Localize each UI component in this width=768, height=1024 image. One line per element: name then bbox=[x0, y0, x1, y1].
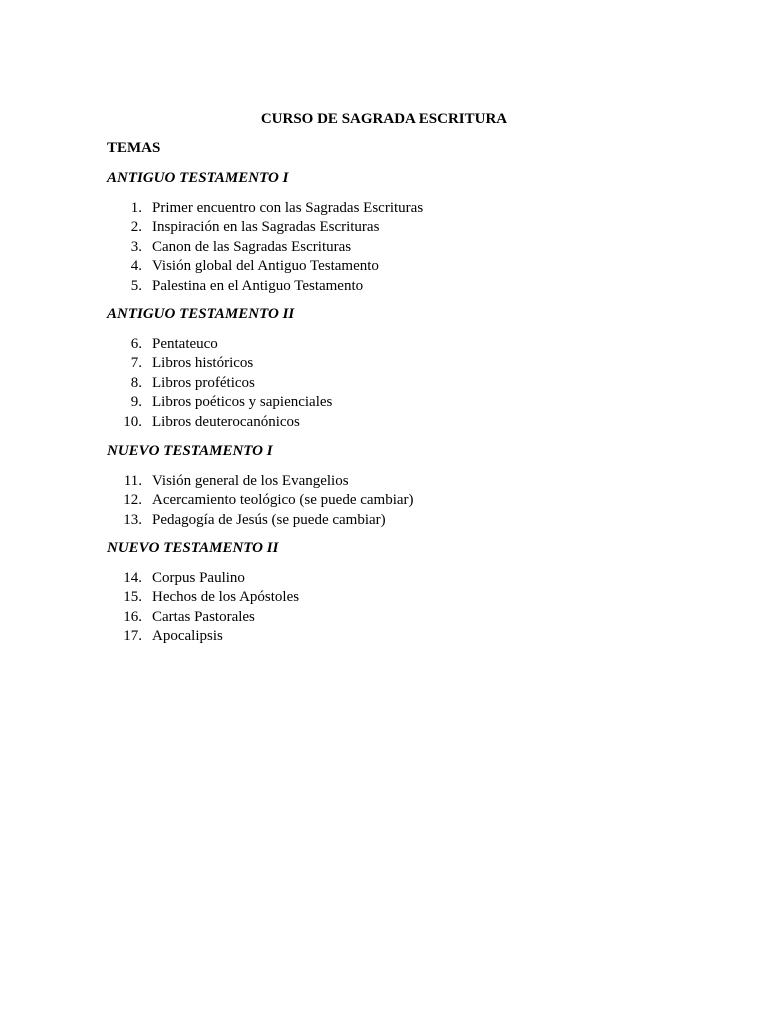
list-item bbox=[107, 588, 300, 607]
section-heading: NUEVO TESTAMENTO I bbox=[107, 443, 273, 459]
item-number: 14. bbox=[123, 570, 142, 586]
item-number: 7. bbox=[130, 355, 142, 372]
item-text: Inspiración en las Sagradas Escrituras bbox=[152, 219, 380, 236]
topic-list bbox=[107, 199, 424, 296]
list-item bbox=[107, 569, 278, 588]
list-item bbox=[107, 199, 424, 218]
item-text: Hechos de los Apóstoles bbox=[152, 589, 300, 606]
document-subtitle: TEMAS bbox=[107, 140, 161, 156]
section-nuevo-testamento-2 bbox=[107, 539, 300, 647]
list-item bbox=[107, 354, 294, 373]
item-text: Corpus Paulino bbox=[152, 570, 245, 586]
item-number: 13. bbox=[123, 511, 142, 528]
section-heading: NUEVO TESTAMENTO II bbox=[107, 540, 279, 556]
item-number: 4. bbox=[130, 258, 142, 275]
list-item bbox=[107, 277, 364, 296]
list-item bbox=[107, 491, 414, 510]
list-item bbox=[107, 511, 386, 530]
topic-list bbox=[107, 335, 333, 432]
list-item bbox=[107, 608, 278, 627]
list-item bbox=[107, 257, 379, 276]
item-number: 3. bbox=[130, 238, 142, 255]
list-item bbox=[107, 627, 278, 646]
item-text: Pedagogía de Jesús (se puede cambiar) bbox=[152, 511, 386, 528]
item-text: Acercamiento teológico (se puede cambiar) bbox=[152, 492, 414, 509]
topic-list bbox=[107, 472, 414, 530]
item-text: Libros poéticos y sapienciales bbox=[152, 394, 333, 411]
item-number: 15. bbox=[123, 589, 142, 606]
list-item bbox=[107, 218, 380, 237]
item-text: Visión global del Antiguo Testamento bbox=[152, 258, 379, 275]
item-number: 1. bbox=[130, 200, 142, 216]
item-text: Libros históricos bbox=[152, 355, 254, 372]
item-number: 9. bbox=[130, 394, 142, 411]
item-text: Primer encuentro con las Sagradas Escrituras bbox=[152, 200, 424, 216]
item-number: 17. bbox=[123, 628, 142, 645]
item-number: 8. bbox=[130, 374, 142, 391]
item-text: Libros deuterocanónicos bbox=[152, 413, 300, 430]
list-item bbox=[107, 413, 300, 432]
list-item bbox=[107, 335, 294, 354]
topic-list bbox=[107, 569, 300, 647]
item-number: 11. bbox=[123, 473, 142, 489]
item-text: Pentateuco bbox=[152, 336, 218, 352]
section-heading: ANTIGUO TESTAMENTO II bbox=[107, 306, 295, 322]
list-item bbox=[107, 374, 294, 393]
section-nuevo-testamento-1 bbox=[107, 442, 414, 530]
item-text: Visión general de los Evangelios bbox=[152, 473, 349, 489]
item-text: Cartas Pastorales bbox=[152, 608, 255, 625]
item-number: 10. bbox=[123, 413, 142, 430]
item-number: 5. bbox=[130, 277, 142, 294]
item-number: 12. bbox=[123, 492, 142, 509]
item-text: Apocalipsis bbox=[152, 628, 223, 645]
list-item bbox=[107, 238, 352, 257]
item-text: Canon de las Sagradas Escrituras bbox=[152, 238, 352, 255]
section-antiguo-testamento-2 bbox=[107, 305, 333, 432]
list-item bbox=[107, 472, 349, 491]
item-number: 16. bbox=[123, 608, 142, 625]
item-text: Palestina en el Antiguo Testamento bbox=[152, 277, 364, 294]
item-number: 2. bbox=[130, 219, 142, 236]
item-text: Libros proféticos bbox=[152, 374, 255, 391]
item-number: 6. bbox=[130, 336, 142, 352]
document-title: CURSO DE SAGRADA ESCRITURA bbox=[260, 111, 508, 127]
section-heading: ANTIGUO TESTAMENTO I bbox=[107, 170, 289, 186]
section-antiguo-testamento-1 bbox=[107, 169, 424, 296]
list-item bbox=[107, 393, 333, 412]
